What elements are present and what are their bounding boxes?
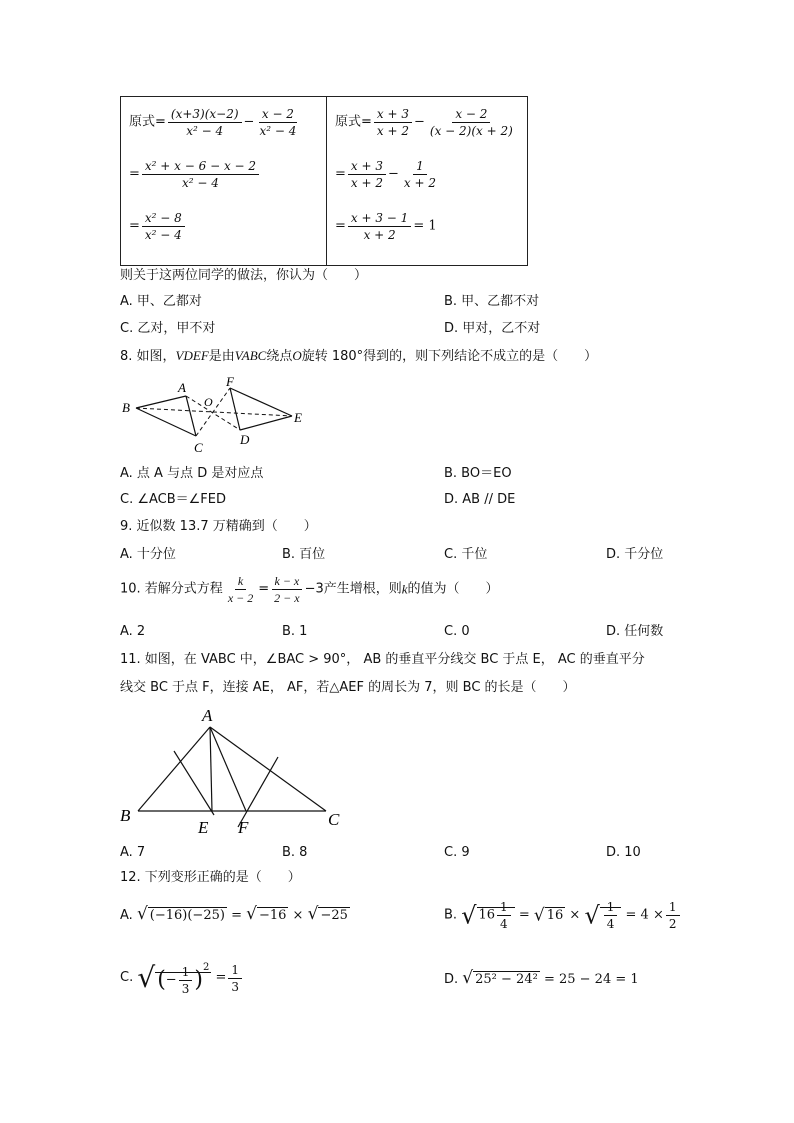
q12-a-eq: = [231,908,242,923]
q12-b-fd: 4 [500,917,508,931]
q11-line-1: 11. 如图，在 VABC 中，∠BAC > 90°， AB 的垂直平分线交 BC 于点 E， AC 的垂直平分 [120,652,645,667]
right-l2-d2: x + 2 [403,176,436,190]
q7-option-b[interactable]: B. 甲、乙都不对 [444,294,540,309]
q7-solution-table [120,96,528,266]
q12-b-eq: = [518,907,530,923]
q12-c-rd: 3 [231,979,239,994]
left-line-2 [129,159,261,190]
radical-icon: √ [584,901,600,930]
q12-c-in-d: 3 [181,982,190,996]
q8-seg-ba [136,396,186,408]
q11-label-f: F [238,818,249,837]
q11-bisector-ac [238,757,278,827]
q10-tail: −3产生增根，则 [304,581,402,597]
minus-sign: − [165,972,177,988]
q12-b-r1: 16 [546,907,564,923]
radical-icon: √ [246,904,257,924]
q10-frac1-den: x − 2 [227,591,254,605]
q12-a-times: × [292,908,304,923]
left-eq3: = [129,218,140,234]
q10-option-c[interactable]: C. 0 [444,624,470,639]
q8-dash-ad [186,396,240,430]
q12-option-d[interactable] [444,970,639,988]
q8-dash-cf [196,388,230,436]
q10-option-b[interactable]: B. 1 [282,624,308,639]
q8-option-a[interactable]: A. 点 A 与点 D 是对应点 [120,466,264,481]
q12-b-fd3: 2 [668,917,677,931]
q12-b-tail: = 4 × [625,907,664,923]
q8-seg-bc [136,408,196,436]
radical-icon: √ [307,904,319,924]
q9-stem: 9. 近似数 13.7 万精确到（ ） [120,519,317,534]
q7-option-a[interactable]: A. 甲、乙都对 [120,294,202,309]
q12-a-label: A. [120,908,133,923]
q8-dash-be [136,408,292,416]
left-frac1-num: (x+3)(x−2) [168,107,242,123]
q12-b-fn2: 1 [604,900,618,916]
q8-stem-d: VABC [234,348,267,363]
q12-a-r2: −25 [320,908,348,923]
left-line-1 [129,107,301,138]
q12-b-whole: 16 [478,907,496,923]
q11-line-2: 线交 BC 于点 F，连接 AE， AF，若△AEF 的周长为 7，则 BC 的长是（ ） [120,680,576,695]
q12-b-fd2: 4 [606,917,615,931]
q11-figure [116,703,356,839]
left-paren: ( [157,967,166,993]
q8-stem-f: O [292,348,302,363]
q8-option-d[interactable]: D. AB // DE [444,492,516,507]
right-eq2: = [335,166,346,182]
q11-label-b: B [120,806,131,825]
q8-seg-ac [186,396,196,436]
q12-d-label: D. [444,972,459,987]
radical-icon: √ [137,961,156,994]
q8-label-b: B [122,400,130,415]
q10-stem [120,574,499,605]
q12-b-fn: 1 [497,900,511,916]
q12-a-r1: −16 [258,908,287,923]
q7-option-c[interactable]: C. 乙对，甲不对 [120,321,216,336]
right-l2-n2: 1 [413,159,427,175]
q9-option-c[interactable]: C. 千位 [444,547,488,562]
q8-stem-c: 是由 [208,349,235,364]
q8-option-c[interactable]: C. ∠ACB＝∠FED [120,492,227,507]
q10-frac1-num: k [235,574,246,590]
q10-stem-a: 10. 若解分式方程 [120,581,223,597]
q8-label-c: C [194,440,203,455]
left-frac2-den: x² − 4 [259,124,297,138]
left-l2-num: x² + x − 6 − x − 2 [142,159,259,175]
left-l3-den: x² − 4 [144,228,182,242]
radical-icon: √ [533,905,545,926]
q8-stem [120,348,597,365]
q8-stem-g: 旋转 180°得到的，则下列结论不成立的是（ ） [301,349,598,364]
q8-label-a: A [178,380,186,395]
right-frac1-den: x + 2 [376,124,409,138]
q8-stem-b: VDEF [175,348,209,363]
q9-option-d[interactable]: D. 千分位 [606,547,664,562]
q10-k: k [401,581,408,597]
radical-icon: √ [462,968,474,988]
right-op: − [414,114,425,130]
right-paren: ) [194,967,203,993]
right-l2-n1: x + 3 [348,159,386,175]
q12-a-expr: (−16)(−25) [149,908,225,923]
right-frac2-den: (x − 2)(x + 2) [429,124,513,138]
right-l2-op: − [388,166,399,182]
q12-option-c[interactable] [120,960,244,996]
radical-icon: √ [461,901,477,930]
q12-c-eq: = [215,970,227,985]
q8-stem-a: 8. 如图， [120,349,176,364]
right-l3-den: x + 2 [363,228,396,242]
q12-stem: 12. 下列变形正确的是（ ） [120,870,301,885]
q10-stem-b: 的值为（ ） [407,581,499,597]
left-line-3 [129,211,187,242]
left-eq2: = [129,166,140,182]
q11-seg-ae [210,727,212,811]
q8-figure [118,374,314,458]
right-frac1-num: x + 3 [374,107,412,123]
q12-c-radicand [155,962,211,996]
radical-icon: √ [136,904,148,924]
right-frac2-num: x − 2 [452,107,490,123]
q11-bisector-ab [174,751,214,815]
q9-option-b[interactable]: B. 百位 [282,547,326,562]
table-divider [326,97,327,265]
left-l3-num: x² − 8 [142,211,185,227]
q12-c-in-n: 1 [179,965,193,981]
q8-seg-fe [230,388,292,416]
q7-question: 则关于这两位同学的做法，你认为（ ） [120,268,368,283]
q11-option-c[interactable]: C. 9 [444,845,470,860]
q10-frac2-num: k − x [272,574,303,590]
q10-option-d[interactable]: D. 任何数 [606,624,664,639]
q12-option-b[interactable] [444,900,682,931]
q11-option-b[interactable]: B. 8 [282,845,308,860]
left-l2-den: x² − 4 [182,176,219,190]
q12-c-label: C. [120,970,134,985]
q8-option-b[interactable]: B. BO＝EO [444,466,512,481]
right-line-2 [335,159,441,190]
q8-label-e: E [294,410,302,425]
q12-c-pow: 2 [202,962,210,973]
left-frac2-num: x − 2 [259,107,297,123]
q8-seg-de [240,416,292,430]
right-l3-tail: = 1 [413,218,437,234]
right-l2-d1: x + 2 [350,176,383,190]
q12-b-mixed [477,900,515,931]
q10-eq: = [258,581,270,597]
q8-label-d: D [240,432,250,447]
q12-b-label: B. [444,907,458,923]
right-l3-num: x + 3 − 1 [348,211,411,227]
right-line-1 [335,107,518,138]
right-line-3 [335,211,437,242]
q12-option-a[interactable] [120,906,350,924]
q8-label-o: O [204,395,213,409]
q12-b-fn3: 1 [666,900,680,916]
q10-frac2-den: 2 − x [274,591,300,605]
q12-d-tail: = 25 − 24 = 1 [543,972,639,987]
q9-option-a[interactable]: A. 十分位 [120,547,176,562]
q11-seg-ab [138,727,210,811]
q8-stem-e: 绕点 [266,349,293,364]
left-prefix: 原式= [129,114,166,130]
q11-option-a[interactable]: A. 7 [120,845,146,860]
q8-seg-fd [230,388,240,430]
q12-c-rn: 1 [228,963,242,979]
q12-d-expr: 25² − 24² [475,972,538,987]
right-prefix: 原式= [335,114,372,130]
q11-label-e: E [198,818,209,837]
q11-label-a: A [202,706,213,725]
right-eq3: = [335,218,346,234]
q8-label-f: F [226,374,234,389]
q7-option-d[interactable]: D. 甲对，乙不对 [444,321,541,336]
q12-b-times: × [569,907,581,923]
left-frac1-den: x² − 4 [186,124,224,138]
q12-b-rad2 [600,900,622,931]
left-op: − [243,114,255,130]
q10-option-a[interactable]: A. 2 [120,624,146,639]
q11-option-d[interactable]: D. 10 [606,845,641,860]
q11-label-c: C [328,810,340,829]
